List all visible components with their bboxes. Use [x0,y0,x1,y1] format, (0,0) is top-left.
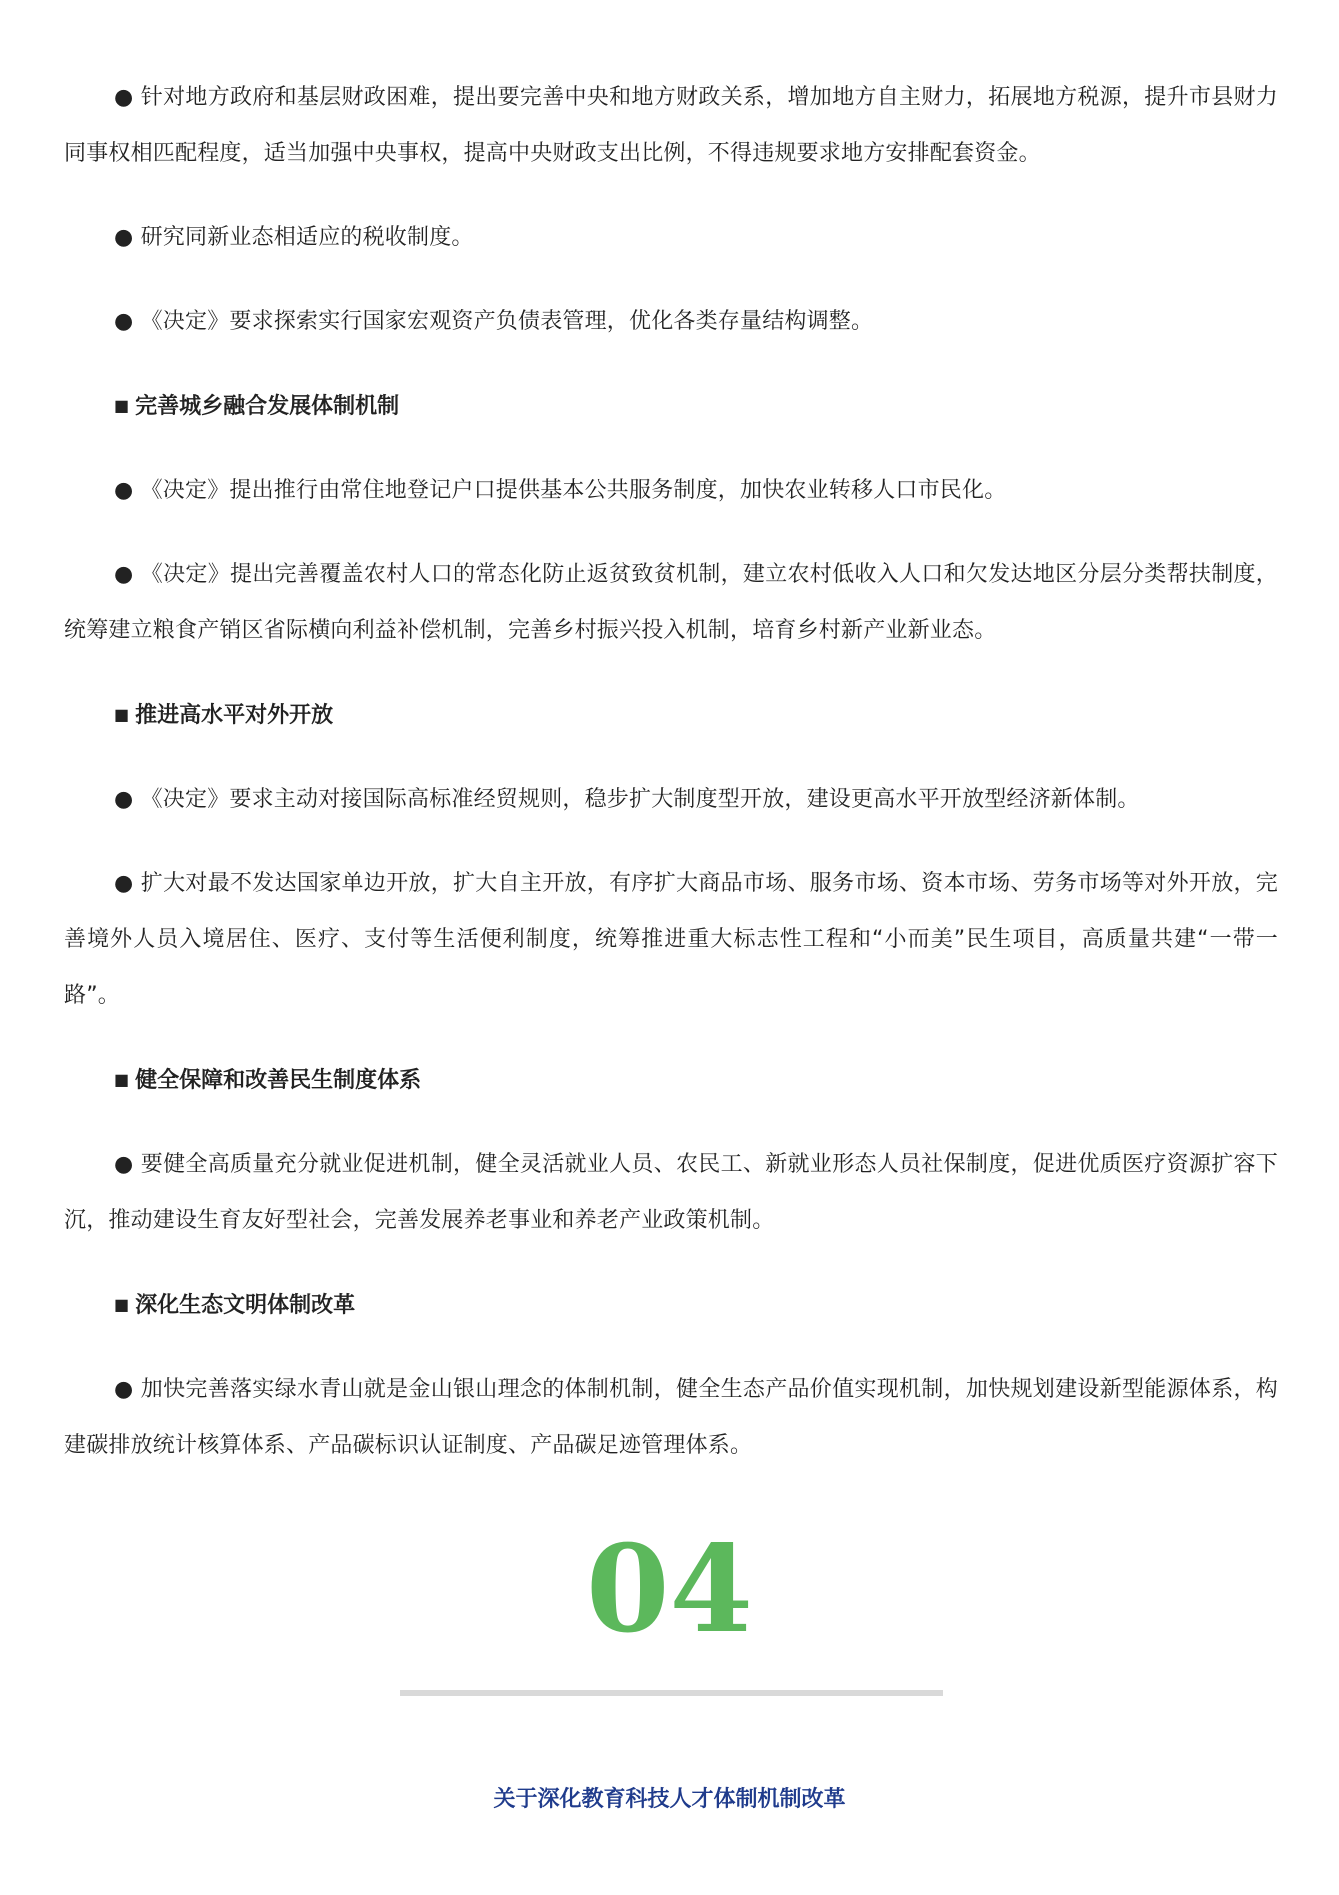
paragraph-fiscal-relations: ● 针对地方政府和基层财政困难，提出要完善中央和地方财政关系，增加地方自主财力，拓展地方税源，提升市县财力同事权相匹配程度，适当加强中央事权，提高中央财政支出比例，不得违规要求地方安排配套资金。 [64,85,1278,166]
paragraph-tax-system: ● 研究同新业态相适应的税收制度。 [114,225,474,250]
article-body [64,70,1278,1502]
square-bullet-icon: ■ [114,396,130,415]
heading-urban-rural [64,378,1278,435]
heading-ecology [64,1277,1278,1334]
paragraph-rural-poverty: ● 《决定》提出完善覆盖农村人口的常态化防止返贫致贫机制，建立农村低收入人口和欠发达地区分层分类帮扶制度，统筹建立粮食产销区省际横向利益补偿机制，完善乡村振兴投入机制，培育乡村新产业新业态。 [64,562,1278,643]
heading-text: 健全保障和改善民生制度体系 [135,1068,422,1093]
paragraph-trade-rules: ● 《决定》要求主动对接国际高标准经贸规则，稳步扩大制度型开放，建设更高水平开放型经济新体制。 [114,787,1140,812]
paragraph-balance-sheet: ● 《决定》要求探索实行国家宏观资产负债表管理，优化各类存量结构调整。 [114,309,874,334]
square-bullet-icon: ■ [114,1070,130,1089]
square-bullet-icon: ■ [114,705,130,724]
heading-livelihood [64,1052,1278,1109]
paragraph-employment: ● 要健全高质量充分就业促进机制，健全灵活就业人员、农民工、新就业形态人员社保制度，促进优质医疗资源扩容下沉，推动建设生育友好型社会，完善发展养老事业和养老产业政策机制。 [64,1152,1278,1233]
heading-text: 深化生态文明体制改革 [135,1293,356,1318]
heading-text: 推进高水平对外开放 [135,703,334,728]
paragraph-unilateral-opening: ● 扩大对最不发达国家单边开放，扩大自主开放，有序扩大商品市场、服务市场、资本市场、劳务市场等对外开放，完善境外人员入境居住、医疗、支付等生活便利制度，统筹推进重大标志性工程和“小而美”民生项目，高质量共建“一带一路”。 [64,871,1278,1008]
paragraph-ecology: ● 加快完善落实绿水青山就是金山银山理念的体制机制，健全生态产品价值实现机制，加快规划建设新型能源体系，构建碳排放统计核算体系、产品碳标识认证制度、产品碳足迹管理体系。 [64,1377,1278,1458]
section-number: 04 [586,1519,753,1660]
section-title: 关于深化教育科技人才体制机制改革 [493,1787,846,1812]
heading-text: 完善城乡融合发展体制机制 [135,394,400,419]
heading-opening-up [64,687,1278,744]
section-divider [400,1690,943,1696]
paragraph-household-registration: ● 《决定》提出推行由常住地登记户口提供基本公共服务制度，加快农业转移人口市民化。 [114,478,1007,503]
square-bullet-icon: ■ [114,1295,130,1314]
